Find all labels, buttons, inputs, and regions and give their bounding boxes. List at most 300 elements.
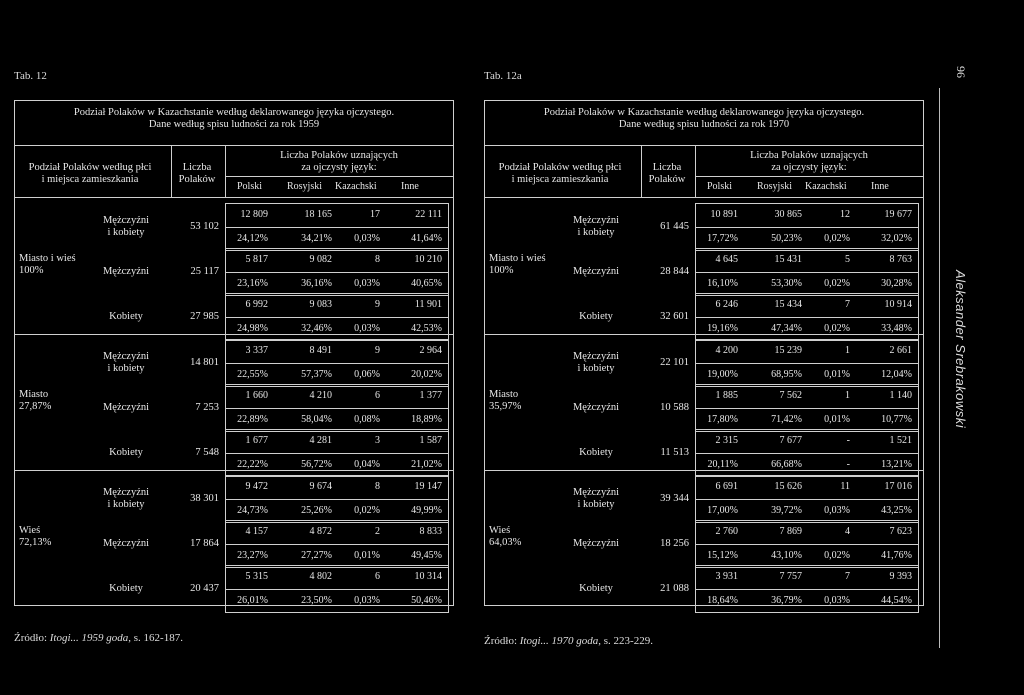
percent-value: 17,80%	[707, 414, 738, 425]
lang-col-header: Polski	[237, 181, 263, 192]
count-value: 7 562	[779, 390, 802, 401]
percent-value: 0,03%	[824, 505, 850, 516]
table-row	[565, 565, 923, 617]
sex-line-1: Mężczyźni	[572, 487, 620, 498]
header-languages-line-2: za ojczysty język:	[301, 162, 377, 173]
page-number: 96	[954, 66, 968, 78]
header-count-line-1: Liczba	[652, 162, 682, 173]
language-cells	[695, 429, 919, 477]
percent-value: 0,03%	[354, 595, 380, 606]
count-value: 7	[845, 571, 850, 582]
lang-col-header: Kazachski	[335, 181, 377, 192]
cell-divider	[226, 272, 448, 273]
sex-line-2: i kobiety	[107, 227, 145, 238]
sex-label	[95, 538, 157, 550]
table-body	[485, 199, 923, 605]
cell-divider	[696, 544, 918, 545]
percent-value: 32,46%	[301, 323, 332, 334]
count-value: 12 809	[240, 209, 268, 220]
header-count	[641, 162, 693, 186]
count-value: 3 337	[245, 345, 268, 356]
percent-value: 34,21%	[301, 233, 332, 244]
percent-value: 32,02%	[881, 233, 912, 244]
count-value: 10 891	[710, 209, 738, 220]
left-source	[14, 632, 183, 644]
sex-label	[95, 487, 157, 511]
count-value: 6	[375, 390, 380, 401]
count-value: 9	[375, 299, 380, 310]
count-value: 4 210	[309, 390, 332, 401]
sex-line-1: Kobiety	[109, 447, 143, 458]
sex-line-1: Kobiety	[579, 447, 613, 458]
count-value: 7 677	[779, 435, 802, 446]
percent-value: 49,99%	[411, 505, 442, 516]
table-row	[95, 565, 453, 617]
total-count: 18 256	[660, 538, 689, 549]
area-group	[485, 471, 923, 607]
sex-line-1: Mężczyźni	[572, 538, 620, 549]
header-group	[15, 162, 165, 186]
total-count: 61 445	[660, 221, 689, 232]
sex-line-1: Mężczyźni	[102, 487, 150, 498]
area-group	[15, 471, 453, 607]
right-source-prefix: Źródło:	[484, 635, 520, 647]
percent-value: 22,55%	[237, 369, 268, 380]
header-count	[171, 162, 223, 186]
percent-value: 42,53%	[411, 323, 442, 334]
area-share: 72,13%	[19, 537, 52, 548]
count-value: 17	[370, 209, 380, 220]
percent-value: 20,11%	[707, 459, 738, 470]
sex-label	[565, 402, 627, 414]
area-group	[15, 335, 453, 471]
count-value: 4 872	[309, 526, 332, 537]
percent-value: 57,37%	[301, 369, 332, 380]
right-source-title: Itogi... 1970 goda	[519, 635, 599, 647]
header-group-line-2: i miejsca zamieszkania	[41, 174, 139, 185]
percent-value: 0,06%	[354, 369, 380, 380]
total-count: 17 864	[190, 538, 219, 549]
table-1970	[484, 100, 924, 606]
total-count: 39 344	[660, 493, 689, 504]
sex-line-1: Kobiety	[109, 583, 143, 594]
count-value: -	[846, 435, 850, 446]
language-cells	[225, 520, 449, 568]
count-value: 1 377	[419, 390, 442, 401]
left-source-prefix: Źródło:	[14, 632, 50, 644]
count-value: 2	[375, 526, 380, 537]
margin-line	[939, 88, 940, 648]
header-group-line-2: i miejsca zamieszkania	[511, 174, 609, 185]
language-cells	[695, 339, 919, 387]
cell-divider	[696, 272, 918, 273]
count-value: 4 200	[715, 345, 738, 356]
count-value: 1 140	[889, 390, 912, 401]
count-value: 10 314	[414, 571, 442, 582]
table-title	[15, 101, 453, 146]
percent-value: 0,04%	[354, 459, 380, 470]
percent-value: 0,02%	[824, 233, 850, 244]
count-value: 9 393	[889, 571, 912, 582]
language-cells	[695, 203, 919, 251]
sex-line-2: i kobiety	[577, 499, 615, 510]
count-value: 3 931	[715, 571, 738, 582]
language-cells	[225, 203, 449, 251]
count-value: 6 691	[715, 481, 738, 492]
total-count: 21 088	[660, 583, 689, 594]
area-name: Miasto i wieś	[489, 253, 546, 264]
count-value: 7	[845, 299, 850, 310]
sex-line-1: Mężczyźni	[572, 215, 620, 226]
count-value: 6	[375, 571, 380, 582]
count-value: 12	[840, 209, 850, 220]
percent-value: 26,01%	[237, 595, 268, 606]
count-value: 1 521	[889, 435, 912, 446]
language-cells	[225, 429, 449, 477]
left-source-suffix: , s. 162-187.	[128, 632, 183, 644]
percent-value: 68,95%	[771, 369, 802, 380]
column-headers	[485, 146, 923, 198]
sex-label	[565, 487, 627, 511]
language-cells	[225, 248, 449, 296]
percent-value: 23,27%	[237, 550, 268, 561]
right-source-suffix: , s. 223-229.	[598, 635, 653, 647]
cell-divider	[226, 544, 448, 545]
count-value: 6 246	[715, 299, 738, 310]
header-group-line-1: Podział Polaków według płci	[498, 162, 622, 173]
sex-label	[565, 447, 627, 459]
percent-value: 12,04%	[881, 369, 912, 380]
count-value: 1	[845, 345, 850, 356]
count-value: 11	[840, 481, 850, 492]
area-name: Wieś	[489, 525, 511, 536]
left-source-title: Itogi... 1959 goda	[49, 632, 129, 644]
count-value: 15 434	[774, 299, 802, 310]
percent-value: 36,79%	[771, 595, 802, 606]
percent-value: 13,21%	[881, 459, 912, 470]
count-value: 8 491	[309, 345, 332, 356]
sex-label	[95, 402, 157, 414]
count-value: 11 901	[414, 299, 442, 310]
percent-value: 19,00%	[707, 369, 738, 380]
percent-value: 56,72%	[301, 459, 332, 470]
count-value: 8	[375, 254, 380, 265]
percent-value: 66,68%	[771, 459, 802, 470]
count-value: 4 802	[309, 571, 332, 582]
lang-col-header: Rosyjski	[757, 181, 793, 192]
percent-value: 43,25%	[881, 505, 912, 516]
count-value: 15 431	[774, 254, 802, 265]
sex-line-1: Mężczyźni	[572, 351, 620, 362]
percent-value: 44,54%	[881, 595, 912, 606]
language-cells	[695, 565, 919, 613]
cell-divider	[226, 227, 448, 228]
percent-value: 0,02%	[824, 323, 850, 334]
percent-value: 16,10%	[707, 278, 738, 289]
language-cells	[225, 293, 449, 341]
sex-line-1: Mężczyźni	[102, 402, 150, 413]
cell-divider	[226, 453, 448, 454]
cell-divider	[226, 408, 448, 409]
percent-value: 24,12%	[237, 233, 268, 244]
percent-value: 50,46%	[411, 595, 442, 606]
table-title	[485, 101, 923, 146]
area-label	[489, 389, 521, 413]
count-value: 5	[845, 254, 850, 265]
title-line-1: Podział Polaków w Kazachstanie według deklarowanego języka ojczystego.	[73, 107, 395, 118]
header-group-line-1: Podział Polaków według płci	[28, 162, 152, 173]
percent-value: 10,77%	[881, 414, 912, 425]
sex-line-1: Mężczyźni	[572, 266, 620, 277]
percent-value: 25,26%	[301, 505, 332, 516]
left-tab-label: Tab. 12	[14, 70, 47, 82]
percent-value: 20,02%	[411, 369, 442, 380]
sex-line-1: Mężczyźni	[102, 538, 150, 549]
percent-value: 23,50%	[301, 595, 332, 606]
percent-value: 43,10%	[771, 550, 802, 561]
percent-value: 39,72%	[771, 505, 802, 516]
percent-value: 17,00%	[707, 505, 738, 516]
language-cells	[225, 565, 449, 613]
language-cells	[225, 339, 449, 387]
percent-value: 18,64%	[707, 595, 738, 606]
sex-line-2: i kobiety	[577, 227, 615, 238]
count-value: 8 833	[419, 526, 442, 537]
sex-line-2: i kobiety	[107, 363, 145, 374]
count-value: 5 817	[245, 254, 268, 265]
header-count-line-2: Polaków	[178, 174, 216, 185]
percent-value: 24,73%	[237, 505, 268, 516]
header-count-line-2: Polaków	[648, 174, 686, 185]
percent-value: 18,89%	[411, 414, 442, 425]
count-value: 4	[845, 526, 850, 537]
area-share: 35,97%	[489, 401, 522, 412]
area-group	[485, 335, 923, 471]
sex-label	[565, 538, 627, 550]
title-line-2: Dane według spisu ludności za rok 1959	[148, 119, 320, 130]
right-tab-label: Tab. 12a	[484, 70, 522, 82]
count-value: 22 111	[415, 209, 442, 220]
count-value: 7 757	[779, 571, 802, 582]
lang-col-header: Rosyjski	[287, 181, 323, 192]
sex-label	[95, 583, 157, 595]
cell-divider	[226, 363, 448, 364]
sex-line-1: Mężczyźni	[572, 402, 620, 413]
total-count: 22 101	[660, 357, 689, 368]
area-name: Miasto i wieś	[19, 253, 76, 264]
count-value: 2 661	[889, 345, 912, 356]
area-share: 100%	[489, 265, 514, 276]
count-value: 19 147	[414, 481, 442, 492]
percent-value: 40,65%	[411, 278, 442, 289]
cell-divider	[226, 499, 448, 500]
count-value: 19 677	[884, 209, 912, 220]
count-value: 8 763	[889, 254, 912, 265]
header-languages-line-1: Liczba Polaków uznających	[280, 150, 398, 161]
language-cells	[695, 293, 919, 341]
sex-label	[95, 215, 157, 239]
count-value: 8	[375, 481, 380, 492]
percent-value: 0,03%	[354, 323, 380, 334]
percent-value: 24,98%	[237, 323, 268, 334]
sex-line-1: Mężczyźni	[102, 266, 150, 277]
total-count: 7 253	[195, 402, 219, 413]
percent-value: 30,28%	[881, 278, 912, 289]
percent-value: 22,22%	[237, 459, 268, 470]
header-languages-line-2: za ojczysty język:	[771, 162, 847, 173]
count-value: 4 281	[309, 435, 332, 446]
header-group	[485, 162, 635, 186]
cell-divider	[696, 499, 918, 500]
cell-divider	[696, 408, 918, 409]
right-source	[484, 635, 653, 647]
sex-label	[565, 215, 627, 239]
cell-divider	[226, 317, 448, 318]
count-value: 18 165	[304, 209, 332, 220]
percent-value: 15,12%	[707, 550, 738, 561]
sex-label	[95, 351, 157, 375]
count-value: 9 082	[309, 254, 332, 265]
area-label	[19, 389, 51, 413]
count-value: 15 239	[774, 345, 802, 356]
count-value: 4 645	[715, 254, 738, 265]
area-group	[15, 199, 453, 335]
language-cells	[225, 384, 449, 432]
percent-value: 19,16%	[707, 323, 738, 334]
total-count: 11 513	[660, 447, 689, 458]
area-label	[489, 253, 546, 277]
sex-line-2: i kobiety	[577, 363, 615, 374]
total-count: 20 437	[190, 583, 219, 594]
cell-divider	[696, 363, 918, 364]
area-label	[19, 525, 51, 549]
sex-label	[565, 266, 627, 278]
total-count: 14 801	[190, 357, 219, 368]
total-count: 10 588	[660, 402, 689, 413]
area-name: Miasto	[19, 389, 49, 400]
header-languages	[695, 150, 923, 174]
count-value: 1 677	[245, 435, 268, 446]
total-count: 7 548	[195, 447, 219, 458]
percent-value: 0,02%	[824, 550, 850, 561]
count-value: 7 623	[889, 526, 912, 537]
sex-line-1: Kobiety	[109, 311, 143, 322]
sex-label	[565, 583, 627, 595]
lang-col-header: Polski	[707, 181, 733, 192]
percent-value: 0,01%	[824, 414, 850, 425]
percent-value: 50,23%	[771, 233, 802, 244]
area-group	[485, 199, 923, 335]
count-value: 2 315	[715, 435, 738, 446]
percent-value: 0,01%	[824, 369, 850, 380]
cell-divider	[696, 589, 918, 590]
area-label	[489, 525, 521, 549]
count-value: 30 865	[774, 209, 802, 220]
percent-value: 58,04%	[301, 414, 332, 425]
count-value: 15 626	[774, 481, 802, 492]
author-name: Aleksander Srebrakowski	[953, 270, 968, 429]
lang-col-header: Kazachski	[805, 181, 847, 192]
percent-value: 53,30%	[771, 278, 802, 289]
sex-line-1: Kobiety	[579, 583, 613, 594]
count-value: 2 760	[715, 526, 738, 537]
percent-value: 49,45%	[411, 550, 442, 561]
title-line-1: Podział Polaków w Kazachstanie według deklarowanego języka ojczystego.	[543, 107, 865, 118]
percent-value: 71,42%	[771, 414, 802, 425]
table-1959	[14, 100, 454, 606]
language-cells	[695, 384, 919, 432]
lang-col-header: Inne	[401, 181, 419, 192]
percent-value: 33,48%	[881, 323, 912, 334]
language-cells	[695, 475, 919, 523]
lang-col-header: Inne	[871, 181, 889, 192]
count-value: 10 210	[414, 254, 442, 265]
cell-divider	[226, 589, 448, 590]
percent-value: 41,76%	[881, 550, 912, 561]
sex-label	[565, 351, 627, 375]
count-value: 1 587	[419, 435, 442, 446]
title-line-2: Dane według spisu ludności za rok 1970	[618, 119, 790, 130]
percent-value: 47,34%	[771, 323, 802, 334]
sex-label	[95, 447, 157, 459]
sex-line-1: Kobiety	[579, 311, 613, 322]
area-share: 64,03%	[489, 537, 522, 548]
area-label	[19, 253, 76, 277]
cell-divider	[696, 453, 918, 454]
count-value: 4 157	[245, 526, 268, 537]
percent-value: 17,72%	[707, 233, 738, 244]
percent-value: 0,03%	[354, 233, 380, 244]
sex-line-1: Mężczyźni	[102, 215, 150, 226]
count-value: 1	[845, 390, 850, 401]
language-cells	[695, 248, 919, 296]
count-value: 9 674	[309, 481, 332, 492]
column-headers	[15, 146, 453, 198]
area-share: 27,87%	[19, 401, 52, 412]
count-value: 10 914	[884, 299, 912, 310]
header-divider	[225, 176, 453, 177]
sex-label	[565, 311, 627, 323]
count-value: 1 885	[715, 390, 738, 401]
cell-divider	[696, 227, 918, 228]
area-share: 100%	[19, 265, 44, 276]
count-value: 9 083	[309, 299, 332, 310]
header-divider	[695, 176, 923, 177]
header-languages	[225, 150, 453, 174]
total-count: 27 985	[190, 311, 219, 322]
language-cells	[695, 520, 919, 568]
total-count: 32 601	[660, 311, 689, 322]
count-value: 2 964	[419, 345, 442, 356]
percent-value: 0,03%	[824, 595, 850, 606]
count-value: 9	[375, 345, 380, 356]
count-value: 7 869	[779, 526, 802, 537]
header-count-line-1: Liczba	[182, 162, 212, 173]
percent-value: -	[846, 459, 850, 470]
percent-value: 27,27%	[301, 550, 332, 561]
sex-label	[95, 266, 157, 278]
total-count: 25 117	[190, 266, 219, 277]
table-body	[15, 199, 453, 605]
count-value: 6 992	[245, 299, 268, 310]
count-value: 3	[375, 435, 380, 446]
area-name: Wieś	[19, 525, 41, 536]
total-count: 28 844	[660, 266, 689, 277]
percent-value: 0,03%	[354, 278, 380, 289]
percent-value: 23,16%	[237, 278, 268, 289]
language-cells	[225, 475, 449, 523]
count-value: 1 660	[245, 390, 268, 401]
